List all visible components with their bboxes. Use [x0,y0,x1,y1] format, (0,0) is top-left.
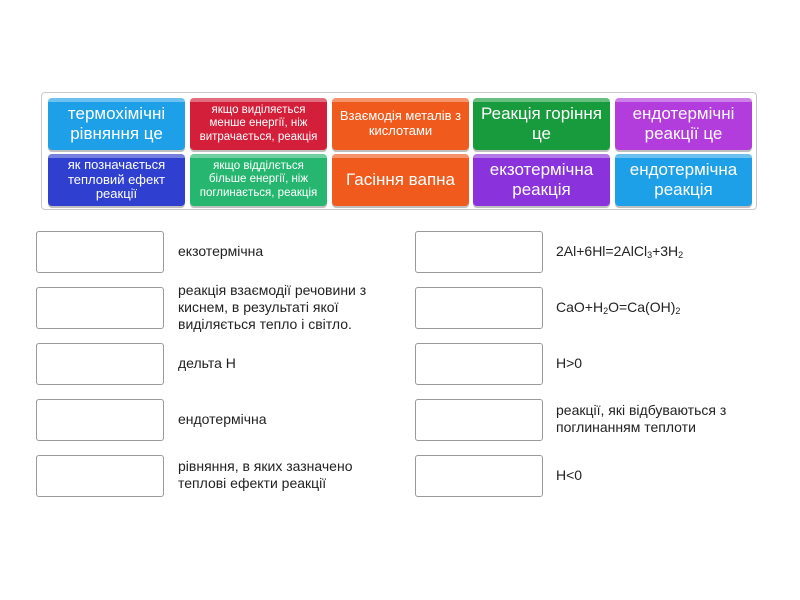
clue-text: дельта Н [178,355,236,371]
tile-metal-acid-interaction[interactable] [332,98,469,150]
tile-label: термохімічні рівняння це [67,104,166,143]
equation-subscript: 2 [678,250,684,260]
tile-label: Взаємодія металів з кислотами [339,108,462,138]
equation-part: O=Ca(OH) [608,299,676,315]
equation-subscript: 2 [603,306,609,316]
equation-subscript: 2 [675,306,681,316]
tile-label: Гасіння вапна [345,170,456,190]
clue-text: ендотермічна [178,411,267,427]
clue-text: реакції, які відбуваються з поглинанням теплоти [556,402,727,435]
tile-more-energy-released[interactable] [190,154,327,206]
tile-label: ендотермічна реакція [629,160,738,199]
clue-text: H<0 [556,467,583,483]
tile-thermal-effect-notation[interactable] [48,154,185,206]
tile-exothermic-reaction[interactable] [473,154,610,206]
drop-zone[interactable] [415,399,543,441]
drop-zone[interactable] [415,455,543,497]
tile-lime-slaking[interactable] [332,154,469,206]
clue-text: H>0 [556,355,583,371]
drop-zone[interactable] [415,231,543,273]
clue-text: екзотермічна [178,243,264,259]
tile-label: екзотермічна реакція [489,160,594,199]
tile-label: Реакція горіння це [481,104,602,143]
tile-termochemical-equations[interactable] [48,98,185,150]
clue-equation-aluminium [556,243,778,260]
tile-combustion-reaction[interactable] [473,98,610,150]
tile-label: якщо виділяється менше енергії, ніж витрачається, реакція [199,104,318,143]
tile-label: якщо відділється більше енергії, ніж поглинається, реакція [199,160,318,199]
equation-part: CaO+H [556,299,604,315]
drop-zone[interactable] [36,399,164,441]
tile-endothermic-reactions-are[interactable] [615,98,752,150]
tile-label: ендотермічні реакції це [632,104,735,143]
drop-zone[interactable] [36,343,164,385]
answer-tiles-tray [41,92,757,210]
clue-text: рівняння, в яких зазначено теплові ефекти реакції [178,458,353,491]
drop-zone[interactable] [415,287,543,329]
drop-zone[interactable] [36,287,164,329]
clue-equation-lime [556,299,778,316]
clue-text: реакція взаємодії речовини з киснем, в результаті якої виділяється тепло і світло. [178,282,367,332]
equation-part: 2Al+6Hl=2AlCl [556,243,648,259]
drop-zone[interactable] [36,231,164,273]
drop-zone[interactable] [36,455,164,497]
tile-endothermic-reaction[interactable] [615,154,752,206]
tile-label: як позначається тепловий ефект реакції [67,156,166,202]
equation-subscript: 3 [647,250,653,260]
tile-less-energy-released[interactable] [190,98,327,150]
equation-part: +3H [652,243,679,259]
drop-zone[interactable] [415,343,543,385]
